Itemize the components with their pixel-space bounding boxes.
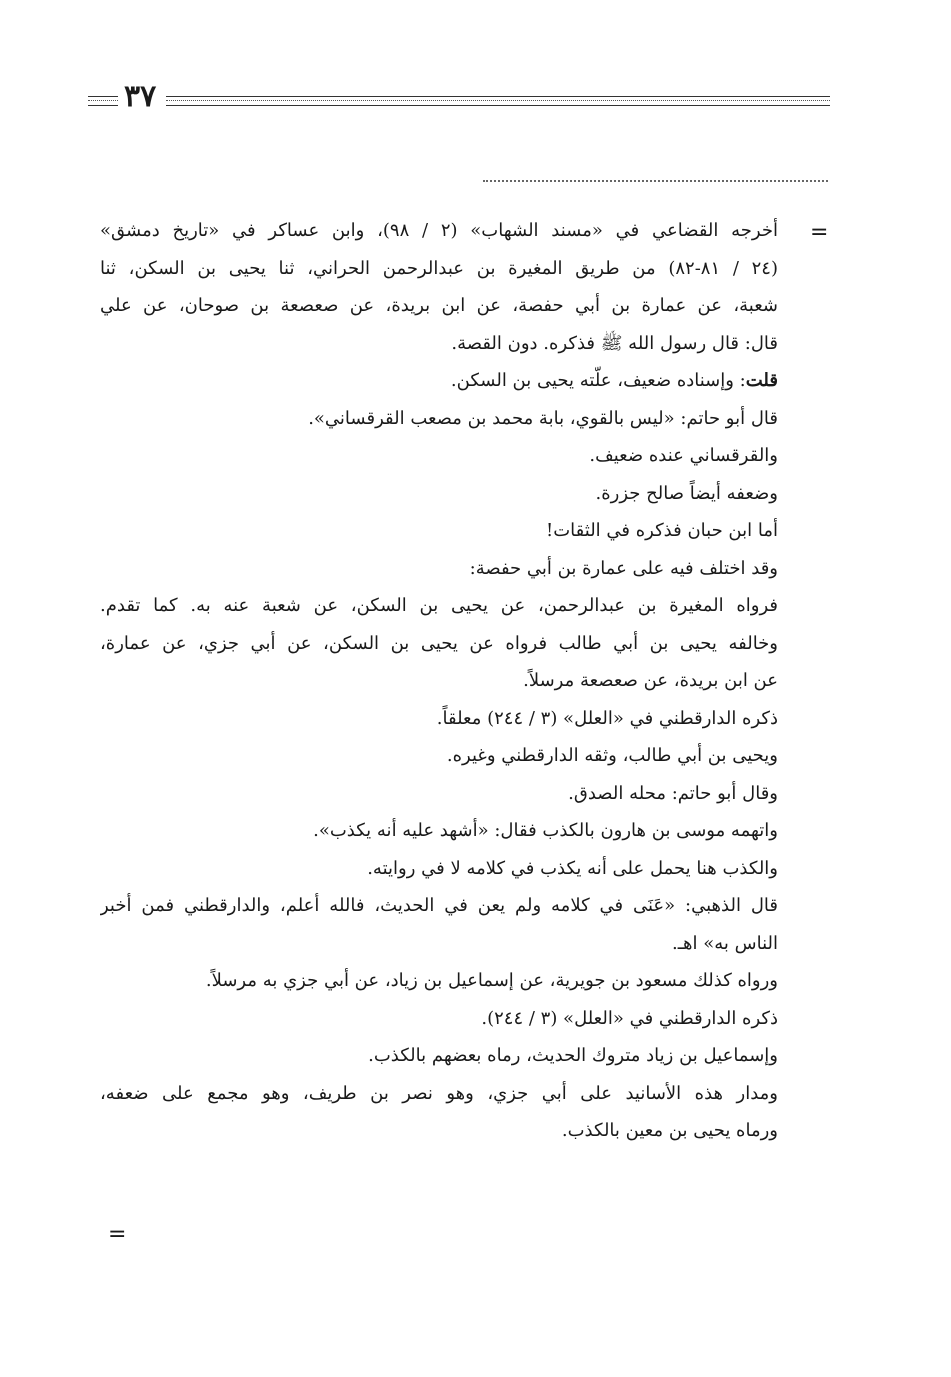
continuation-mark-bottom: = [108,1222,127,1247]
text-line-qultu [100,362,778,400]
qultu-label: قلت [745,370,778,391]
text-line: وإسماعيل بن زياد متروك الحديث، رماه بعضهم بالكذب. [368,1045,778,1066]
text-line: وقد اختلف فيه على عمارة بن أبي حفصة: [469,557,778,579]
text-line: عن ابن بريدة، عن صعصعة مرسلاً. [523,670,778,691]
text-line: ذكره الدارقطني في «العلل» (٣ / ٢٤٤). [481,1007,778,1029]
page-number: ٣٧ [124,79,157,114]
text-line: قال الذهبي: «عَنَى في كلامه ولم يعن في الحديث، فالله أعلم، والدارقطني فمن أخبر [100,895,778,916]
text-line: وخالفه يحيى بن أبي طالب فرواه عن يحيى بن السكن، عن أبي جزي، عن عمارة، [100,632,778,654]
text-line: فرواه المغيرة بن عبدالرحمن، عن يحيى بن السكن، عن شعبة عنه به. كما تقدم. [100,595,778,616]
text-line: ويحيى بن أبي طالب، وثقه الدارقطني وغيره. [446,745,778,766]
footnote-separator [483,180,828,182]
continuation-mark-top: = [810,220,829,245]
text-line-tail: : وإسناده ضعيف، علّته يحيى بن السكن. [450,370,746,391]
header-rule-left [88,96,118,106]
text-line: (٢٤ / ٨١-٨٢) من طريق المغيرة بن عبدالرحمن الحراني، ثنا يحيى بن السكن، ثنا [100,257,778,279]
text-line: ومدار هذه الأسانيد على أبي جزي، وهو نصر بن طريف، وهو مجمع على ضعفه، [100,1082,778,1104]
text-line: الناس به» اهـ. [672,932,778,954]
text-line: ورماه يحيى بن معين بالكذب. [561,1120,778,1141]
header-rule-right [166,96,830,106]
text-line: ذكره الدارقطني في «العلل» (٣ / ٢٤٤) معلقاً. [436,707,778,729]
text-line: قال: قال رسول الله ﷺ فذكره. دون القصة. [451,332,778,354]
text-line: والكذب هنا يحمل على أنه يكذب في كلامه لا في روايته. [367,857,778,879]
text-line: وقال أبو حاتم: محله الصدق. [568,782,778,804]
text-line: ورواه كذلك مسعود بن جويرية، عن إسماعيل بن زياد، عن أبي جزي به مرسلاً. [205,970,778,991]
text-line: قال أبو حاتم: «ليس بالقوي، بابة محمد بن مصعب القرقساني». [308,407,778,429]
text-line: أما ابن حبان فذكره في الثقات! [546,520,778,541]
footnote-body [100,212,778,1150]
page-header [88,79,830,116]
text-line: والقرقساني عنده ضعيف. [589,445,778,466]
text-line: شعبة، عن عمارة بن أبي حفصة، عن ابن بريدة، عن صعصعة بن صوحان، عن علي [100,295,778,316]
text-line: واتهمه موسى بن هارون بالكذب فقال: «أشهد عليه أنه يكذب». [313,820,778,841]
text-line: أخرجه القضاعي في «مسند الشهاب» (٢ / ٩٨)، وابن عساكر في «تاريخ دمشق» [100,220,778,241]
text-line: وضعفه أيضاً صالح جزرة. [595,482,778,504]
